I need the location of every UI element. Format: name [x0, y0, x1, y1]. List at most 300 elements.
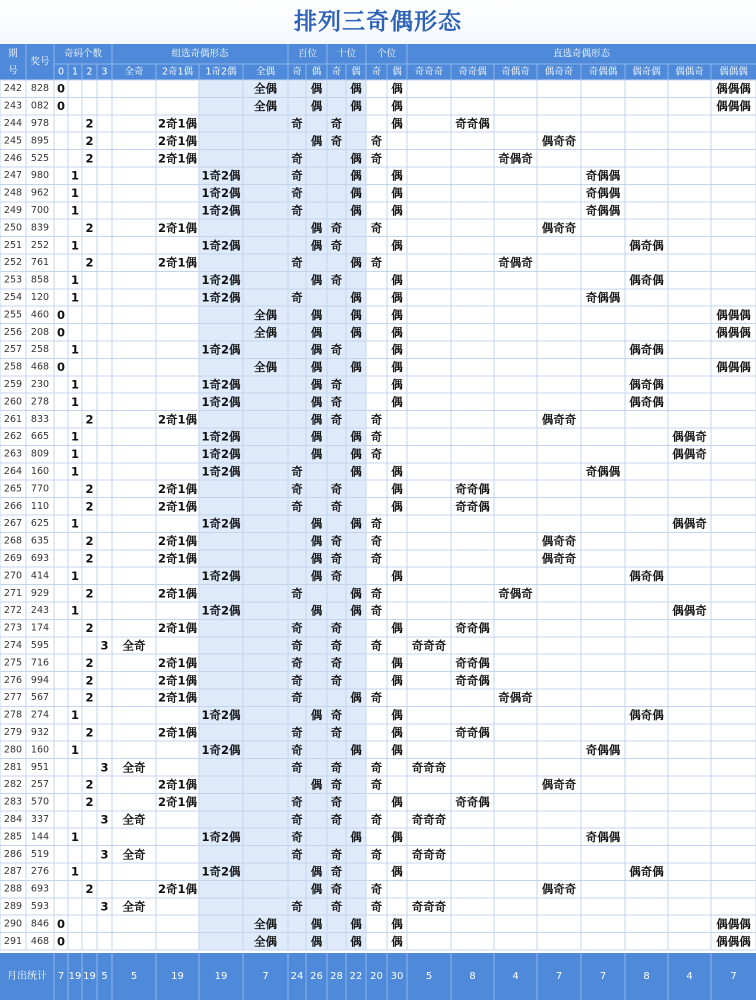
digit-parity-mark: 奇	[370, 447, 383, 462]
digit-parity-mark: 奇	[370, 847, 383, 862]
award-cell: 929	[30, 587, 50, 599]
digit-parity-mark: 奇	[370, 882, 383, 897]
direct-form-mark: 偶偶偶	[716, 934, 751, 949]
odd-count-mark: 1	[70, 273, 80, 288]
digit-parity-mark: 偶	[350, 690, 362, 705]
period-cell: 274	[3, 640, 23, 651]
digit-parity-mark: 偶	[310, 551, 323, 566]
footer-label: 月出统计	[7, 971, 47, 982]
award-cell: 828	[30, 83, 50, 95]
header-group-3: 十位	[336, 48, 357, 60]
period-cell: 253	[3, 274, 23, 286]
digit-parity-mark: 偶	[391, 186, 403, 201]
group-form-mark: 2奇1偶	[157, 499, 198, 514]
group-form-mark: 全奇	[122, 847, 146, 862]
digit-parity-mark: 奇	[370, 603, 383, 618]
group-form-mark: 1奇2偶	[201, 238, 241, 253]
group-form-mark: 1奇2偶	[201, 168, 241, 183]
award-cell: 932	[30, 727, 50, 738]
period-cell: 273	[3, 622, 23, 634]
direct-form-mark: 偶偶奇	[672, 516, 707, 531]
footer-count: 20	[370, 971, 383, 982]
digit-parity-mark: 偶	[310, 916, 323, 931]
digit-parity-mark: 偶	[350, 429, 362, 444]
digit-parity-mark: 偶	[350, 255, 362, 270]
group-form-mark: 1奇2偶	[201, 603, 241, 618]
group-form-mark: 2奇1偶	[157, 133, 198, 148]
header-direct-form-7: 偶偶偶	[719, 66, 748, 78]
digit-parity-mark: 偶	[391, 307, 403, 322]
digit-parity-mark: 奇	[291, 725, 303, 740]
direct-form-mark: 偶奇奇	[541, 534, 577, 549]
digit-parity-mark: 偶	[391, 81, 403, 96]
group-form-mark: 2奇1偶	[157, 795, 198, 810]
direct-form-mark: 奇奇偶	[455, 481, 490, 496]
header-digit-sub-0: 奇	[292, 66, 302, 78]
digit-parity-mark: 奇	[291, 621, 303, 636]
footer-count: 19	[214, 971, 228, 982]
footer-count: 30	[390, 971, 404, 982]
digit-parity-mark: 偶	[310, 325, 323, 340]
period-cell: 263	[3, 448, 23, 460]
table-row	[4, 517, 707, 531]
odd-count-mark: 0	[56, 325, 66, 340]
digit-parity-mark: 偶	[310, 603, 323, 618]
award-cell: 208	[30, 326, 50, 338]
award-cell: 980	[30, 170, 50, 182]
digit-parity-mark: 偶	[350, 586, 362, 601]
award-cell: 243	[30, 605, 50, 617]
digit-parity-mark: 奇	[291, 847, 303, 862]
award-cell: 276	[30, 866, 50, 878]
period-cell: 258	[3, 361, 23, 373]
direct-form-mark: 奇偶偶	[585, 829, 621, 844]
header-digit-sub-5: 偶	[392, 66, 402, 78]
digit-parity-mark: 偶	[350, 603, 362, 618]
award-cell: 951	[30, 761, 50, 773]
digit-parity-mark: 奇	[330, 342, 343, 357]
period-cell: 255	[3, 309, 23, 321]
odd-count-mark: 2	[85, 551, 94, 566]
direct-form-mark: 偶奇偶	[629, 394, 664, 409]
direct-form-mark: 奇奇偶	[455, 621, 490, 636]
odd-count-mark: 2	[85, 777, 94, 792]
digit-parity-mark: 偶	[391, 273, 403, 288]
direct-form-mark: 偶奇偶	[629, 342, 664, 357]
award-cell: 174	[30, 622, 50, 634]
period-cell: 257	[3, 344, 23, 356]
footer-count: 28	[330, 971, 343, 982]
award-cell: 252	[30, 239, 50, 251]
direct-form-mark: 偶奇偶	[629, 568, 664, 583]
digit-parity-mark: 偶	[350, 99, 362, 114]
footer-count: 7	[730, 971, 737, 982]
header-direct-form-2: 奇偶奇	[501, 66, 530, 78]
award-cell: 257	[30, 779, 50, 791]
digit-parity-mark: 奇	[330, 481, 343, 496]
footer-count: 7	[262, 971, 269, 982]
odd-count-mark: 1	[70, 516, 80, 531]
odd-count-mark: 1	[70, 829, 80, 844]
digit-parity-mark: 奇	[370, 899, 383, 914]
odd-count-mark: 1	[70, 742, 80, 757]
award-cell: 833	[30, 413, 50, 425]
digit-parity-mark: 奇	[291, 481, 303, 496]
digit-parity-mark: 奇	[291, 673, 303, 688]
digit-parity-mark: 奇	[291, 151, 303, 166]
digit-parity-mark: 奇	[291, 255, 303, 270]
digit-parity-mark: 奇	[330, 412, 343, 427]
digit-parity-mark: 奇	[370, 412, 383, 427]
period-cell: 254	[3, 292, 23, 303]
footer-count: 5	[101, 971, 108, 982]
award-cell: 230	[30, 379, 50, 390]
digit-parity-mark: 偶	[350, 447, 362, 462]
odd-count-mark: 2	[85, 795, 94, 810]
digit-parity-mark: 奇	[330, 220, 343, 235]
period-cell: 247	[3, 170, 23, 182]
footer-count: 4	[512, 971, 519, 982]
period-cell: 265	[3, 483, 23, 495]
digit-parity-mark: 偶	[310, 934, 323, 949]
header-digit-sub-4: 奇	[371, 66, 382, 78]
header-direct-form-1: 奇奇偶	[458, 66, 487, 78]
award-cell: 700	[30, 205, 50, 216]
digit-parity-mark: 偶	[391, 708, 403, 723]
digit-parity-mark: 奇	[291, 899, 303, 914]
odd-count-mark: 2	[85, 534, 94, 549]
direct-form-mark: 奇偶奇	[498, 586, 533, 601]
footer-count: 7	[555, 971, 563, 982]
digit-parity-mark: 奇	[330, 394, 343, 409]
digit-parity-mark: 偶	[391, 621, 403, 636]
direct-form-mark: 奇偶偶	[585, 186, 621, 201]
period-cell: 287	[3, 866, 23, 878]
period-cell: 291	[3, 935, 23, 947]
group-form-mark: 1奇2偶	[201, 203, 241, 218]
digit-parity-mark: 偶	[310, 133, 323, 148]
table-row	[4, 308, 751, 322]
award-cell: 846	[30, 918, 50, 930]
award-cell: 809	[30, 448, 50, 460]
digit-parity-mark: 偶	[310, 81, 323, 96]
direct-form-mark: 偶奇奇	[541, 882, 577, 897]
odd-count-mark: 3	[100, 812, 109, 827]
group-form-mark: 2奇1偶	[157, 151, 198, 166]
odd-count-mark: 1	[70, 708, 80, 723]
period-cell: 286	[3, 848, 23, 860]
group-form-mark: 1奇2偶	[201, 273, 241, 288]
group-form-mark: 全奇	[122, 812, 146, 827]
group-form-mark: 1奇2偶	[201, 568, 241, 583]
digit-parity-mark: 奇	[370, 812, 383, 827]
odd-count-mark: 1	[70, 603, 80, 618]
award-cell: 258	[30, 344, 50, 356]
direct-form-mark: 偶奇偶	[629, 238, 664, 253]
digit-parity-mark: 奇	[330, 795, 343, 810]
award-cell: 278	[30, 396, 50, 408]
digit-parity-mark: 奇	[330, 551, 343, 566]
table-row	[4, 447, 707, 461]
digit-parity-mark: 偶	[310, 238, 323, 253]
direct-form-mark: 偶偶偶	[716, 99, 751, 114]
footer-count: 7	[599, 971, 607, 982]
table-row	[4, 82, 751, 96]
digit-parity-mark: 偶	[310, 273, 323, 288]
digit-parity-mark: 偶	[350, 203, 362, 218]
digit-parity-mark: 奇	[330, 116, 343, 131]
odd-count-mark: 2	[85, 725, 94, 740]
group-form-mark: 1奇2偶	[201, 447, 241, 462]
period-cell: 256	[3, 326, 23, 338]
odd-count-mark: 3	[100, 847, 109, 862]
odd-even-table	[0, 44, 756, 1000]
direct-form-mark: 奇奇奇	[411, 899, 447, 914]
table-row	[4, 99, 751, 113]
digit-parity-mark: 偶	[391, 916, 403, 931]
digit-parity-mark: 偶	[391, 116, 403, 131]
award-cell: 160	[30, 466, 50, 477]
direct-form-mark: 奇偶偶	[585, 203, 621, 218]
table-row	[4, 395, 664, 409]
digit-parity-mark: 奇	[370, 220, 383, 235]
award-cell: 567	[30, 692, 50, 704]
direct-form-mark: 偶奇偶	[629, 273, 664, 288]
period-cell: 269	[3, 553, 23, 564]
direct-form-mark: 奇偶偶	[585, 742, 621, 757]
group-form-mark: 1奇2偶	[201, 742, 241, 757]
digit-parity-mark: 偶	[350, 360, 362, 375]
digit-parity-mark: 奇	[291, 116, 303, 131]
digit-parity-mark: 奇	[291, 586, 303, 601]
direct-form-mark: 偶偶偶	[716, 360, 751, 375]
direct-form-mark: 奇奇奇	[411, 847, 447, 862]
header-digit-sub-1: 偶	[311, 66, 322, 78]
award-cell: 693	[30, 883, 50, 895]
period-cell: 279	[3, 727, 23, 738]
digit-parity-mark: 奇	[330, 655, 343, 670]
odd-count-mark: 1	[70, 464, 80, 479]
odd-count-mark: 2	[85, 621, 94, 636]
digit-parity-mark: 奇	[330, 812, 343, 827]
direct-form-mark: 奇奇奇	[411, 812, 447, 827]
digit-parity-mark: 偶	[391, 934, 403, 949]
group-form-mark: 2奇1偶	[157, 551, 198, 566]
digit-parity-mark: 偶	[391, 99, 403, 114]
digit-parity-mark: 奇	[330, 673, 343, 688]
header-odd-count-2: 2	[86, 66, 93, 78]
award-cell: 994	[30, 674, 50, 686]
direct-form-mark: 偶奇偶	[629, 708, 664, 723]
digit-parity-mark: 奇	[370, 516, 383, 531]
header-group-form-0: 全奇	[124, 66, 144, 78]
header-group-0: 奇码个数	[63, 48, 103, 60]
digit-parity-mark: 奇	[370, 777, 383, 792]
digit-parity-mark: 偶	[310, 394, 323, 409]
digit-parity-mark: 奇	[370, 760, 383, 775]
direct-form-mark: 奇偶奇	[498, 255, 533, 270]
award-cell: 570	[30, 796, 50, 808]
digit-parity-mark: 奇	[291, 742, 303, 757]
digit-parity-mark: 偶	[350, 916, 362, 931]
digit-parity-mark: 偶	[350, 290, 362, 305]
group-form-mark: 全偶	[254, 81, 277, 96]
period-cell: 280	[3, 744, 23, 756]
digit-parity-mark: 偶	[310, 220, 323, 235]
header-direct-form-3: 偶奇奇	[544, 66, 574, 78]
digit-parity-mark: 偶	[350, 168, 362, 183]
digit-parity-mark: 偶	[310, 447, 323, 462]
table-row	[4, 865, 664, 879]
digit-parity-mark: 偶	[310, 864, 323, 879]
digit-parity-mark: 偶	[310, 568, 323, 583]
header-group-2: 百位	[297, 48, 318, 60]
period-cell: 260	[3, 396, 23, 408]
table-row	[4, 917, 751, 931]
footer-count: 7	[57, 971, 65, 982]
group-form-mark: 2奇1偶	[157, 621, 198, 636]
award-cell: 414	[30, 570, 50, 582]
group-form-mark: 1奇2偶	[201, 464, 241, 479]
odd-count-mark: 3	[100, 638, 109, 653]
digit-parity-mark: 奇	[330, 777, 343, 792]
group-form-mark: 1奇2偶	[201, 864, 241, 879]
direct-form-mark: 奇偶偶	[585, 168, 621, 183]
odd-count-mark: 1	[70, 429, 80, 444]
digit-parity-mark: 偶	[391, 464, 403, 479]
group-form-mark: 1奇2偶	[201, 290, 241, 305]
period-cell: 261	[3, 413, 23, 425]
digit-parity-mark: 奇	[291, 464, 303, 479]
digit-parity-mark: 奇	[291, 760, 303, 775]
direct-form-mark: 偶奇奇	[541, 133, 577, 148]
group-form-mark: 1奇2偶	[201, 394, 241, 409]
digit-parity-mark: 奇	[291, 168, 303, 183]
digit-parity-mark: 奇	[330, 882, 343, 897]
digit-parity-mark: 偶	[350, 934, 362, 949]
period-cell: 278	[3, 709, 23, 721]
digit-parity-mark: 偶	[391, 673, 403, 688]
award-cell: 144	[30, 831, 50, 843]
odd-count-mark: 2	[85, 133, 94, 148]
footer-count: 19	[83, 971, 96, 982]
digit-parity-mark: 偶	[391, 377, 403, 392]
digit-parity-mark: 奇	[291, 638, 303, 653]
direct-form-mark: 偶偶奇	[672, 429, 707, 444]
direct-form-mark: 偶偶偶	[716, 81, 751, 96]
digit-parity-mark: 偶	[350, 829, 362, 844]
group-form-mark: 2奇1偶	[157, 481, 198, 496]
digit-parity-mark: 奇	[330, 621, 343, 636]
direct-form-mark: 奇奇奇	[411, 638, 447, 653]
group-form-mark: 全偶	[254, 360, 277, 375]
header-digit-sub-2: 奇	[331, 66, 342, 78]
digit-parity-mark: 偶	[391, 829, 403, 844]
group-form-mark: 1奇2偶	[201, 342, 241, 357]
table-row	[4, 604, 707, 618]
odd-count-mark: 1	[70, 238, 80, 253]
period-cell: 264	[3, 466, 23, 477]
period-cell: 267	[3, 518, 23, 530]
header-group-4: 个位	[376, 48, 397, 60]
award-cell: 110	[30, 500, 50, 512]
digit-parity-mark: 偶	[310, 360, 323, 375]
period-cell: 281	[3, 761, 23, 773]
award-cell: 468	[30, 935, 50, 947]
table-row	[4, 378, 664, 392]
award-cell: 858	[30, 274, 50, 286]
direct-form-mark: 奇偶偶	[585, 290, 621, 305]
period-cell: 284	[3, 814, 23, 825]
group-form-mark: 1奇2偶	[201, 516, 241, 531]
digit-parity-mark: 奇	[291, 203, 303, 218]
header-group-5: 直选奇偶形态	[552, 48, 611, 60]
digit-parity-mark: 偶	[310, 708, 323, 723]
odd-count-mark: 1	[70, 394, 80, 409]
header-award: 奖号	[30, 56, 50, 68]
group-form-mark: 1奇2偶	[201, 186, 241, 201]
odd-count-mark: 1	[70, 568, 80, 583]
award-cell: 593	[30, 901, 50, 912]
digit-parity-mark: 偶	[310, 342, 323, 357]
table-row	[4, 325, 751, 339]
footer-count: 26	[310, 971, 323, 982]
footer-count: 22	[349, 971, 363, 982]
footer-count: 24	[290, 971, 304, 982]
direct-form-mark: 奇偶偶	[585, 464, 621, 479]
header-period-bottom: 号	[8, 65, 18, 77]
odd-count-mark: 3	[100, 760, 109, 775]
group-form-mark: 1奇2偶	[201, 429, 241, 444]
digit-parity-mark: 奇	[291, 186, 303, 201]
group-form-mark: 全偶	[254, 934, 277, 949]
period-cell: 246	[3, 152, 23, 164]
odd-count-mark: 0	[56, 307, 66, 322]
odd-count-mark: 1	[70, 168, 80, 183]
direct-form-mark: 奇奇偶	[455, 116, 490, 131]
group-form-mark: 2奇1偶	[157, 673, 198, 688]
odd-count-mark: 3	[100, 899, 109, 914]
table-row	[4, 569, 664, 583]
header-odd-count-3: 3	[101, 66, 108, 78]
digit-parity-mark: 奇	[370, 133, 383, 148]
period-cell: 289	[3, 901, 23, 912]
digit-parity-mark: 偶	[350, 742, 362, 757]
group-form-mark: 全偶	[254, 916, 277, 931]
period-cell: 283	[3, 796, 23, 808]
digit-parity-mark: 偶	[310, 777, 323, 792]
award-cell: 978	[30, 118, 50, 129]
digit-parity-mark: 奇	[330, 847, 343, 862]
direct-form-mark: 偶偶偶	[716, 307, 751, 322]
period-cell: 275	[3, 657, 23, 669]
digit-parity-mark: 偶	[350, 307, 362, 322]
digit-parity-mark: 奇	[291, 795, 303, 810]
digit-parity-mark: 偶	[391, 864, 403, 879]
award-cell: 337	[30, 814, 50, 825]
odd-count-mark: 1	[70, 342, 80, 357]
group-form-mark: 2奇1偶	[157, 220, 198, 235]
direct-form-mark: 偶奇奇	[541, 220, 577, 235]
group-form-mark: 2奇1偶	[157, 725, 198, 740]
table-row	[4, 238, 664, 252]
odd-count-mark: 2	[85, 655, 94, 670]
award-cell: 082	[30, 100, 50, 112]
digit-parity-mark: 偶	[350, 186, 362, 201]
digit-parity-mark: 奇	[370, 534, 383, 549]
odd-count-mark: 0	[56, 934, 66, 949]
digit-parity-mark: 偶	[310, 882, 323, 897]
